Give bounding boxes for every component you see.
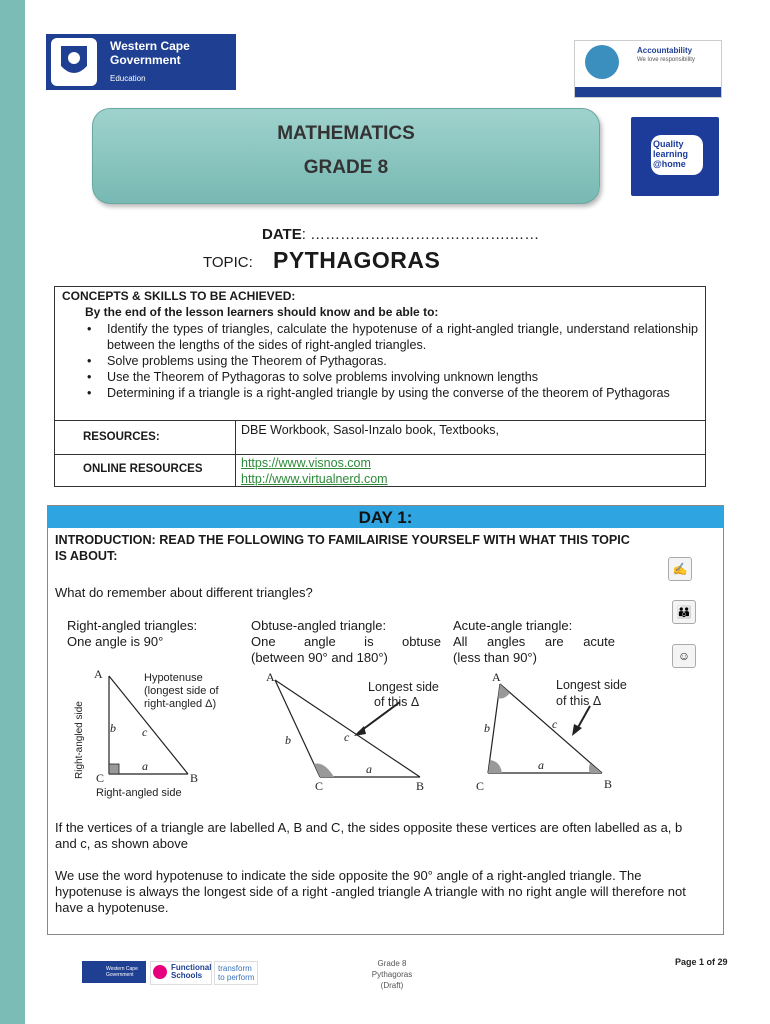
d1-vertical-label: Right-angled side (74, 701, 85, 779)
resources-label: RESOURCES: (83, 431, 160, 443)
d2-side-c: c (344, 730, 350, 744)
d3-note2: of this Δ (556, 694, 602, 708)
parent-child-icon: 👪 (672, 600, 696, 624)
type-right-angled (67, 618, 232, 650)
subject-title: MATHEMATICS (277, 123, 415, 144)
crest-icon (51, 38, 97, 86)
accountability-tagline: We love responsibility (637, 57, 695, 63)
d2-vertex-b: B (416, 779, 425, 793)
d1-note3: right-angled Δ) (144, 698, 217, 710)
side-stripe (0, 0, 25, 1024)
accountability-icon (585, 45, 619, 79)
day1-paragraph1: If the vertices of a triangle are labelled A, B and C, the sides opposite these vertices are often labelled as a, b and c, as shown above (55, 820, 683, 851)
concept-item: • Solve problems using the Theorem of Pythagoras. (85, 353, 698, 369)
qlh-line3: @home (653, 159, 686, 169)
d1-vertex-c: C (96, 771, 105, 785)
type-obtuse-line2: One angle is obtuse (251, 634, 441, 649)
grade-title: GRADE 8 (303, 157, 389, 178)
date-label: DATE (262, 226, 302, 243)
d2-side-a: a (366, 762, 372, 776)
d3-side-a: a (538, 758, 544, 772)
concepts-subheading: By the end of the lesson learners should know and be able to: (85, 305, 439, 319)
concept-item: • Identify the types of triangles, calculate the hypotenuse of a right-angled triangle, understand relationship between the lengths of the sides of right-angled triangles. (85, 321, 698, 353)
accountability-logo (574, 40, 722, 98)
d3-vertex-a: A (492, 670, 501, 684)
right-angled-triangle-diagram (70, 664, 240, 804)
online-resources-label: ONLINE RESOURCES (83, 463, 203, 475)
day1-intro: INTRODUCTION: READ THE FOLLOWING TO FAMILAIRISE YOURSELF WITH WHAT THIS TOPIC IS ABOUT: (55, 533, 630, 563)
topic-value: PYTHAGORAS (273, 247, 441, 273)
type-right-line1: Right-angled triangles: (67, 618, 198, 633)
d1-note1: Hypotenuse (144, 672, 203, 684)
qlh-line2: learning (653, 149, 689, 159)
d1-side-a: a (142, 759, 148, 773)
type-obtuse (251, 618, 441, 666)
d1-bottom-label: Right-angled side (96, 787, 182, 799)
concept-item: • Determining if a triangle is a right-angled triangle by using the converse of the theorem of Pythagoras (85, 385, 698, 401)
concepts-list (85, 321, 698, 401)
resources-value: DBE Workbook, Sasol-Inzalo book, Textbooks, (241, 423, 500, 437)
d1-side-c: c (142, 725, 148, 739)
footer-logos (82, 961, 258, 985)
d3-vertex-b: B (604, 777, 613, 791)
read-icon: ✍ (668, 557, 692, 581)
online-link-visnos[interactable]: https://www.visnos.com (241, 456, 371, 470)
quality-learning-at-home-logo (631, 117, 719, 196)
online-link-virtualnerd[interactable]: http://www.virtualnerd.com (241, 472, 388, 486)
d1-side-b: b (110, 721, 116, 735)
functional-schools-text: Functional Schools (171, 963, 212, 980)
d2-side-b: b (285, 733, 291, 747)
functional-schools-logo (150, 961, 212, 985)
type-right-line2: One angle is 90° (67, 634, 164, 649)
day1-paragraph2: We use the word hypotenuse to indicate the side opposite the 90° angle of a right-angled triangle. The hypotenuse is always the longest side of a right -angled triangle A triangle with no right angle will therefore not have a hypotenuse. (55, 868, 686, 915)
footer-document-info (360, 958, 424, 991)
acute-triangle-diagram (468, 666, 648, 796)
qlh-line1: Quality (653, 139, 684, 149)
type-acute-line2: All angles are acute (453, 634, 615, 649)
d3-note1: Longest side (556, 678, 627, 692)
online-resources-row (55, 454, 705, 487)
type-obtuse-line3: (between 90° and 180°) (251, 650, 388, 665)
functional-schools-icon (153, 965, 167, 979)
d2-vertex-a: A (266, 670, 275, 684)
footer-draft: (Draft) (380, 981, 404, 990)
transform-text: transform to perform (218, 964, 255, 982)
wcg-line1: Western Cape (110, 39, 190, 53)
concepts-heading: CONCEPTS & SKILLS TO BE ACHIEVED: (62, 289, 296, 303)
d2-note2: of this Δ (374, 695, 420, 709)
d1-note2: (longest side of (144, 685, 219, 697)
footer-wcg-logo (82, 961, 146, 983)
d1-vertex-b: B (190, 771, 199, 785)
d3-side-b: b (484, 721, 490, 735)
d2-note1: Longest side (368, 680, 439, 694)
type-obtuse-line1: Obtuse-angled triangle: (251, 618, 387, 633)
concept-item: • Use the Theorem of Pythagoras to solve problems involving unknown lengths (85, 369, 698, 385)
learner-icon: ☺ (672, 644, 696, 668)
western-cape-government-logo (46, 34, 236, 90)
d3-side-c: c (552, 717, 558, 731)
wcg-line3: Education (110, 74, 146, 83)
subject-banner (92, 108, 600, 204)
type-acute-line3: (less than 90°) (453, 650, 537, 665)
date-line (262, 226, 539, 243)
type-acute (453, 618, 615, 666)
d1-vertex-a: A (94, 667, 103, 681)
transform-to-perform-logo (214, 961, 258, 985)
type-acute-line1: Acute-angle triangle: (453, 618, 573, 633)
resources-row (55, 420, 705, 455)
page-number: Page 1 of 29 (675, 957, 728, 967)
accountability-strip (575, 87, 721, 97)
day1-title: DAY 1: (48, 506, 723, 528)
concepts-box (54, 286, 706, 487)
day1-section (47, 505, 724, 935)
date-value: : ………………………………….…… (301, 226, 540, 243)
wcg-line2: Government (110, 53, 181, 67)
footer-topic: Pythagoras (371, 970, 413, 979)
d2-vertex-c: C (315, 779, 324, 793)
day1-question: What do remember about different triangles? (55, 585, 313, 600)
d3-vertex-c: C (476, 779, 485, 793)
footer-wcg-text: Western Cape Government (106, 966, 138, 978)
footer-grade: Grade 8 (377, 959, 407, 968)
topic-label: TOPIC: (203, 254, 253, 271)
accountability-title: Accountability (637, 46, 693, 55)
obtuse-triangle-diagram (258, 666, 448, 796)
